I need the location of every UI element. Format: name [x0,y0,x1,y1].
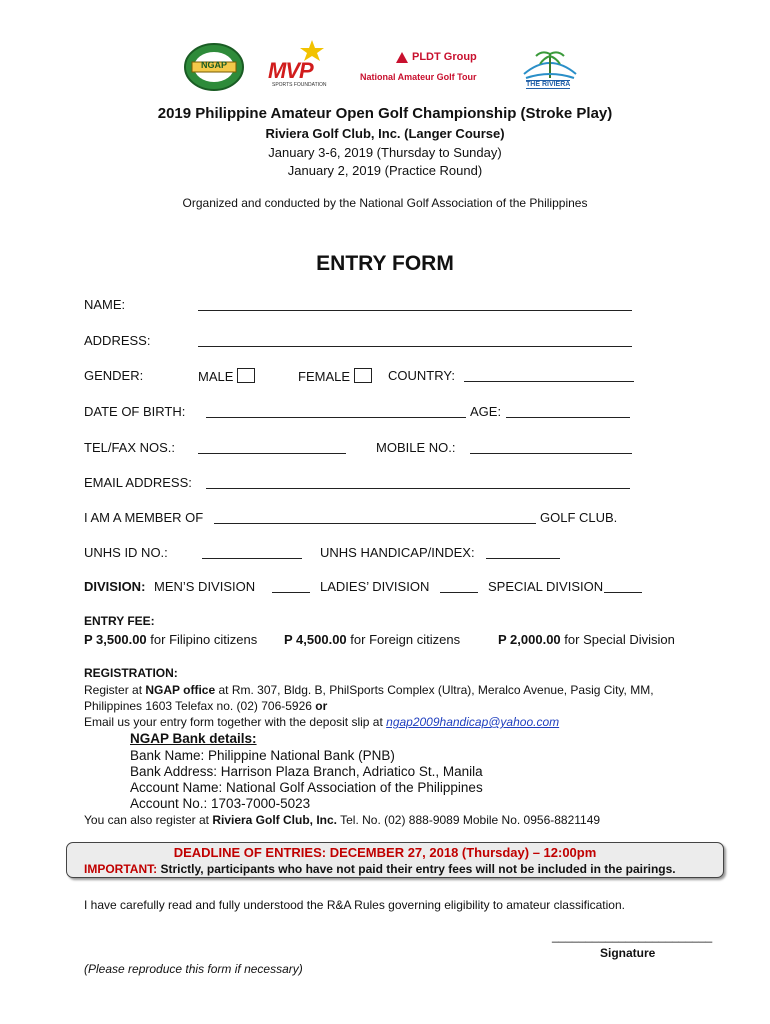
form-title: ENTRY FORM [316,252,454,275]
declaration: I have carefully read and fully understood the R&A Rules governing eligibility to amateur classification. [84,898,625,912]
mobile-field[interactable] [470,453,632,454]
ngap-logo-text: NGAP [200,60,227,70]
important-text: Strictly, participants who have not paid their entry fees will not be included in the pairings. [157,862,676,876]
registration-line-1-pre: Register at [84,683,146,697]
dob-label: DATE OF BIRTH: [84,404,186,419]
member-label: I AM A MEMBER OF [84,510,204,525]
registration-line-1 [84,683,654,697]
logo-pldt [358,50,508,86]
logo-mvp [266,38,338,90]
division-label: DIVISION: [84,579,146,594]
age-field[interactable] [506,417,630,418]
reproduce-note: (Please reproduce this form if necessary) [84,962,303,976]
female-label: FEMALE [298,369,351,384]
riviera-registration-pre: You can also register at [84,813,213,827]
fee-special [498,632,675,647]
mobile-label: MOBILE NO.: [376,440,456,455]
unhs-id-label: UNHS ID NO.: [84,545,168,560]
registration-line-2-pre: Philippines 1603 Telefax no. (02) 706-5926 [84,699,316,713]
riviera-registration [84,813,600,827]
event-practice: January 2, 2019 (Practice Round) [287,163,483,178]
ngap-office: NGAP office [145,683,216,697]
pldt-logo-title: PLDT Group [412,51,477,63]
dob-field[interactable] [206,417,466,418]
signature-line[interactable]: ________________________ [552,929,713,943]
signature-label: Signature [600,946,656,960]
riviera-logo-text: THE RIVIERA [526,81,571,88]
age-label: AGE: [470,404,502,419]
unhs-hcp-label: UNHS HANDICAP/INDEX: [320,545,475,560]
registration-title: REGISTRATION: [84,666,178,680]
ladies-division-label: LADIES’ DIVISION [320,579,430,594]
golf-club-field[interactable] [214,523,536,524]
bank-title: NGAP Bank details: [130,731,257,746]
name-field[interactable] [198,310,632,311]
female-checkbox[interactable] [354,368,372,383]
registration-line-3-pre: Email us your entry form together with the deposit slip at [84,715,387,729]
email-field[interactable] [206,488,630,489]
pldt-flag-icon [396,52,408,63]
mvp-logo-text: MVP [268,58,313,83]
tel-label: TEL/FAX NOS.: [84,440,176,455]
important-label: IMPORTANT: [84,862,158,876]
mens-division-label: MEN’S DIVISION [154,579,256,594]
event-title: 2019 Philippine Amateur Open Golf Championship (Stroke Play) [157,105,613,122]
fee-foreign [284,632,460,647]
riviera-club-name: Riviera Golf Club, Inc. [212,813,337,827]
gender-label: GENDER: [84,368,144,383]
pldt-logo-tour: National Amateur Golf Tour [360,72,477,82]
male-label: MALE [198,369,234,384]
address-label: ADDRESS: [84,333,151,348]
male-checkbox[interactable] [237,368,255,383]
riviera-registration-post: Tel. No. (02) 888-9089 Mobile No. 0956-8821149 [337,813,601,827]
logo-ngap [184,42,244,92]
ladies-division-field[interactable] [440,592,478,593]
name-label: NAME: [84,297,126,312]
fee-foreign-amount: P 4,500.00 [284,632,347,647]
registration-line-3 [84,715,559,729]
fee-filipino-amount: P 3,500.00 [84,632,147,647]
bank-name: Bank Name: Philippine National Bank (PNB) [130,748,395,763]
registration-line-1-post: at Rm. 307, Bldg. B, PhilSports Complex (Ultra), Meralco Avenue, Pasig City, MM, [215,683,654,697]
account-no: Account No.: 1703-7000-5023 [130,796,311,811]
logo-riviera [518,44,582,92]
special-division-label: SPECIAL DIVISION [488,579,604,594]
unhs-hcp-field[interactable] [486,558,560,559]
female-option [298,368,372,384]
special-division-field[interactable] [604,592,642,593]
important-notice [84,862,676,876]
email-label: EMAIL ADDRESS: [84,475,192,490]
address-field[interactable] [198,346,632,347]
country-field[interactable] [464,381,634,382]
registration-line-2 [84,699,327,713]
country-label: COUNTRY: [388,368,455,383]
mvp-logo-sub: SPORTS FOUNDATION [272,82,327,88]
fee-filipino-text: for Filipino citizens [150,632,258,647]
tel-field[interactable] [198,453,346,454]
fee-filipino [84,632,257,647]
registration-or: or [315,699,328,713]
bank-address: Bank Address: Harrison Plaza Branch, Adriatico St., Manila [130,764,483,779]
event-venue: Riviera Golf Club, Inc. (Langer Course) [265,126,505,141]
fee-foreign-text: for Foreign citizens [350,632,461,647]
event-organizer: Organized and conducted by the National Golf Association of the Philippines [182,196,588,210]
entry-fee-title: ENTRY FEE: [84,614,155,628]
mens-division-field[interactable] [272,592,310,593]
fee-special-amount: P 2,000.00 [498,632,561,647]
unhs-id-field[interactable] [202,558,302,559]
account-name: Account Name: National Golf Association of the Philippines [130,780,483,795]
email-link[interactable]: ngap2009handicap@yahoo.com [386,715,560,729]
male-option [198,368,255,384]
golfclub-label: GOLF CLUB. [540,510,618,525]
deadline-text: DEADLINE OF ENTRIES: DECEMBER 27, 2018 (Thursday) – 12:00pm [173,845,597,860]
event-dates: January 3-6, 2019 (Thursday to Sunday) [268,145,502,160]
fee-special-text: for Special Division [564,632,675,647]
